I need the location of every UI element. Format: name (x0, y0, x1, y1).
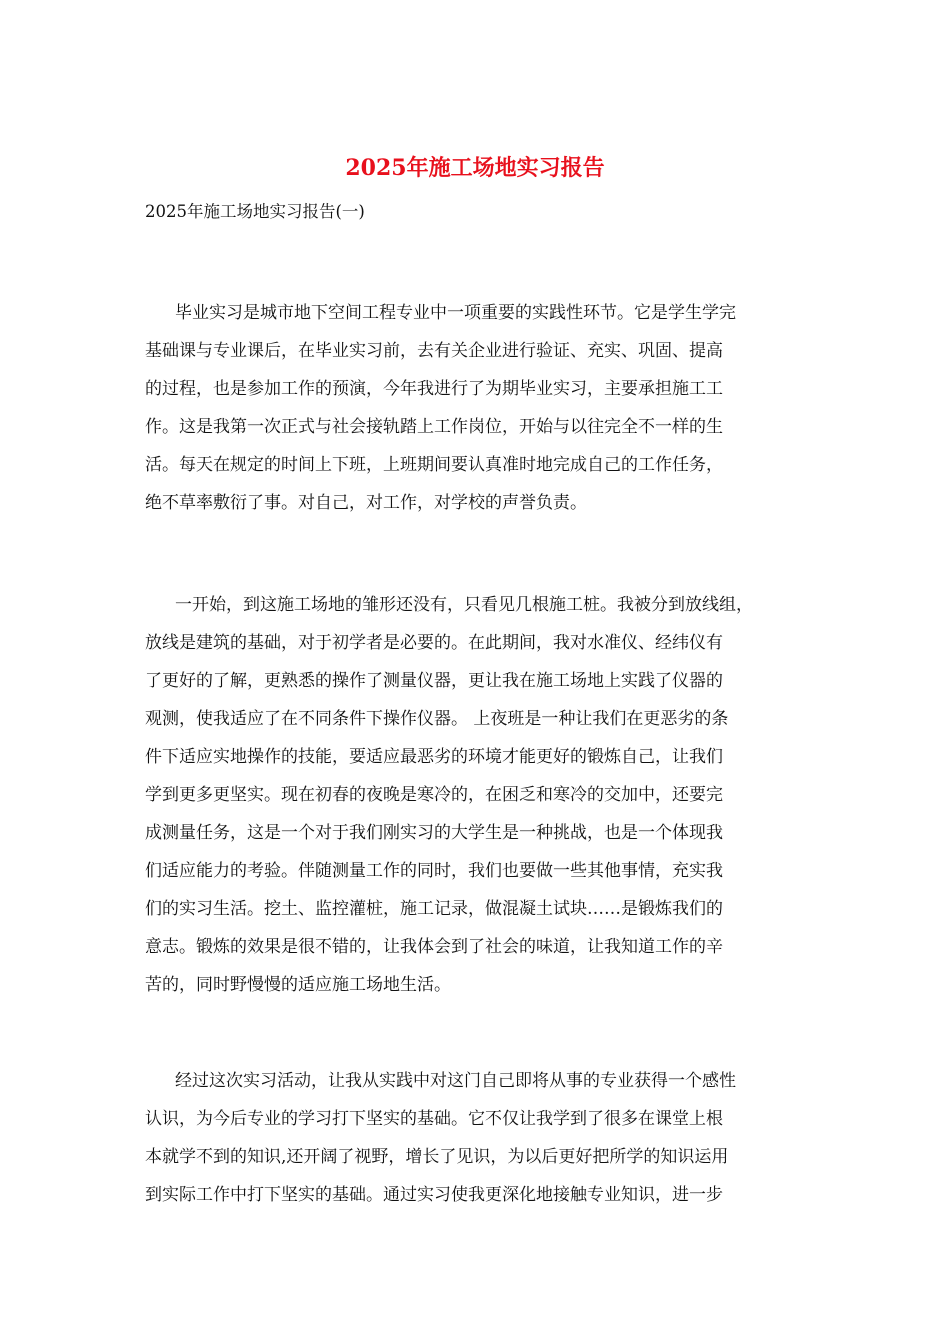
paragraph-site-work (145, 586, 825, 1004)
paragraph-line: 苦的，同时野慢慢的适应施工场地生活。 (145, 975, 451, 995)
paragraph-line: 们适应能力的考验。伴随测量工作的同时，我们也要做一些其他事情，充实我 (145, 861, 723, 881)
paragraph-line: 作。这是我第一次正式与社会接轨踏上工作岗位，开始与以往完全不一样的生 (145, 417, 723, 437)
document-subtitle: 2025年施工场地实习报告(一) (145, 202, 365, 221)
paragraph-reflection (145, 1062, 825, 1214)
paragraph-line: 的过程，也是参加工作的预演，今年我进行了为期毕业实习，主要承担施工工 (145, 379, 723, 399)
paragraph-internship-intro (145, 294, 825, 522)
paragraph-line: 意志。锻炼的效果是很不错的，让我体会到了社会的味道，让我知道工作的辛 (145, 937, 723, 957)
paragraph-line: 观测，使我适应了在不同条件下操作仪器。 上夜班是一种让我们在更恶劣的条 (145, 709, 729, 729)
paragraph-line: 活。每天在规定的时间上下班，上班期间要认真准时地完成自己的工作任务， (145, 455, 723, 475)
paragraph-line: 学到更多更坚实。现在初春的夜晚是寒冷的，在困乏和寒冷的交加中，还要完 (145, 785, 723, 805)
document-title: 2025年施工场地实习报告 (345, 155, 605, 181)
paragraph-line: 一开始，到这施工场地的雏形还没有，只看见几根施工桩。我被分到放线组， (175, 595, 753, 615)
paragraph-line: 基础课与专业课后，在毕业实习前，去有关企业进行验证、充实、巩固、提高 (145, 341, 723, 361)
paragraph-line: 成测量任务，这是一个对于我们刚实习的大学生是一种挑战，也是一个体现我 (145, 823, 723, 843)
paragraph-line: 毕业实习是城市地下空间工程专业中一项重要的实践性环节。它是学生学完 (175, 303, 736, 323)
paragraph-line: 件下适应实地操作的技能，要适应最恶劣的环境才能更好的锻炼自己，让我们 (145, 747, 723, 767)
paragraph-line: 了更好的了解，更熟悉的操作了测量仪器，更让我在施工场地上实践了仪器的 (145, 671, 723, 691)
paragraph-line: 绝不草率敷衍了事。对自己，对工作，对学校的声誉负责。 (145, 493, 587, 513)
paragraph-line: 本就学不到的知识,还开阔了视野，增长了见识，为以后更好把所学的知识运用 (145, 1147, 729, 1167)
paragraph-line: 到实际工作中打下坚实的基础。通过实习使我更深化地接触专业知识，进一步 (145, 1185, 723, 1205)
paragraph-line: 放线是建筑的基础，对于初学者是必要的。在此期间，我对水准仪、经纬仪有 (145, 633, 723, 653)
paragraph-line: 们的实习生活。挖土、监控灌桩，施工记录，做混凝土试块……是锻炼我们的 (145, 899, 723, 919)
paragraph-line: 经过这次实习活动，让我从实践中对这门自己即将从事的专业获得一个感性 (175, 1071, 736, 1091)
paragraph-line: 认识，为今后专业的学习打下坚实的基础。它不仅让我学到了很多在课堂上根 (145, 1109, 723, 1129)
